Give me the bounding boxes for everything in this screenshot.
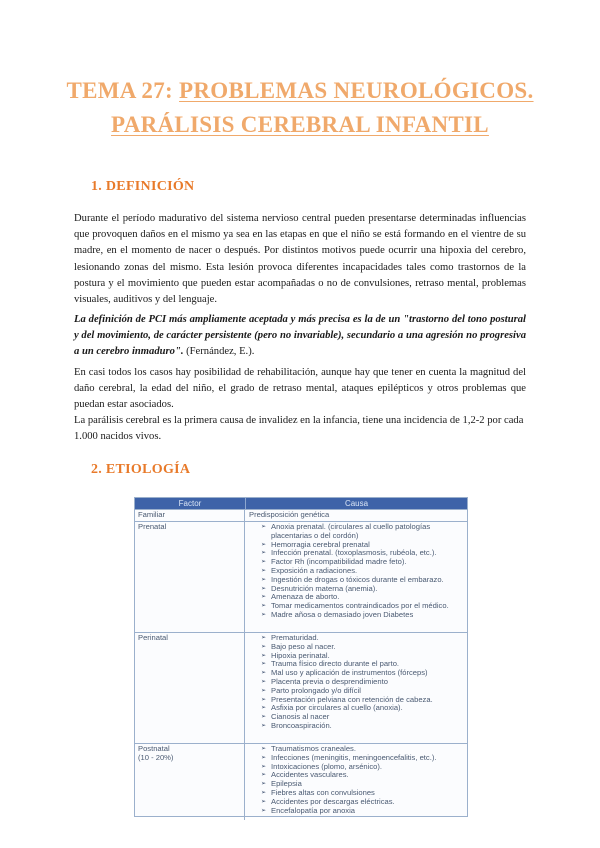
factor-postnatal bbox=[135, 744, 245, 820]
table-row-perinatal bbox=[135, 632, 467, 743]
cause-familiar: Predisposición genética bbox=[249, 510, 330, 519]
list-item: ➢ Presentación pelviana con retención de cabeza. bbox=[249, 696, 463, 705]
table-row-prenatal bbox=[135, 521, 467, 632]
definition-citation: (Fernández, E.). bbox=[183, 346, 255, 358]
list-item: ➢ Trauma físico directo durante el parto. bbox=[249, 660, 463, 669]
list-item: ➢ Ingestión de drogas o tóxicos durante el embarazo. bbox=[249, 576, 463, 585]
list-item: ➢ Epilepsia bbox=[249, 780, 463, 789]
factor-prenatal: Prenatal bbox=[135, 522, 245, 632]
list-item: ➢ Infección prenatal. (toxoplasmosis, rubéola, etc.). bbox=[249, 549, 463, 558]
list-item: ➢ Intoxicaciones (plomo, arsénico). bbox=[249, 763, 463, 772]
table-row-familiar bbox=[135, 509, 467, 521]
page-title bbox=[0, 74, 600, 142]
list-item: ➢ Parto prolongado y/o difícil bbox=[249, 687, 463, 696]
list-item: ➢ Infecciones (meningitis, meningoencefalitis, etc.). bbox=[249, 754, 463, 763]
list-item: ➢ Anoxia prenatal. (circulares al cuello patologías placentarias o del cordón) bbox=[249, 523, 463, 541]
list-item: ➢ Accidentes por descargas eléctricas. bbox=[249, 798, 463, 807]
factor-postnatal-percent: (10 - 20%) bbox=[138, 752, 174, 762]
factor-familiar: Familiar bbox=[135, 510, 245, 521]
title-main-1: PROBLEMAS NEUROLÓGICOS. bbox=[179, 78, 534, 103]
header-cause: Causa bbox=[344, 499, 369, 508]
causes-perinatal bbox=[245, 633, 467, 743]
list-item: ➢ Tomar medicamentos contraindicados por el médico. bbox=[249, 602, 463, 611]
definition-quote: La definición de PCI más ampliamente aceptada y más precisa es la de un "trastorno del tono postural y del movimiento, de carácter persistente (pero no invariable), secundario a una agresión no progresiva a un cerebro inmaduro". bbox=[74, 314, 526, 358]
paragraph-intro: Durante el período madurativo del sistema nervioso central pueden presentarse determinadas influencias que provoquen daños en el mismo ya sea en las etapas en que el niño se está formando en el vientre de su madre, en el momento de nacer o después. Por distintos motivos puede ocurrir una hipoxia del cerebro, lesionando zonas del mismo. Esta lesión provoca diferentes incapacidades tales como trastornos de la postura y el movimiento que pueden estar acompañadas o no de convulsiones, retraso mental, problemas visuales, auditivos y del lenguaje. bbox=[74, 213, 526, 306]
factor-perinatal: Perinatal bbox=[135, 633, 245, 743]
list-item: ➢ Desnutrición materna (anemia). bbox=[249, 585, 463, 594]
list-item: ➢ Prematuridad. bbox=[249, 634, 463, 643]
list-item: ➢ Hipoxia perinatal. bbox=[249, 652, 463, 661]
list-item: ➢ Factor Rh (incompatibilidad madre feto). bbox=[249, 558, 463, 567]
list-item: ➢ Bajo peso al nacer. bbox=[249, 643, 463, 652]
list-item: ➢ Traumatismos craneales. bbox=[249, 745, 463, 754]
title-main-2: PARÁLISIS CEREBRAL INFANTIL bbox=[111, 112, 489, 137]
list-item: ➢ Placenta previa o desprendimiento bbox=[249, 678, 463, 687]
title-prefix: TEMA 27: bbox=[66, 78, 180, 103]
section-heading-definicion: 1. DEFINICIÓN bbox=[91, 179, 195, 194]
paragraph-rehabilitation: En casi todos los casos hay posibilidad de rehabilitación, aunque hay que tener en cuenta la magnitud del daño cerebral, la edad del niño, el grado de retraso mental, ataques epilépticos y otros problemas que puedan estar asociados. bbox=[74, 367, 526, 411]
list-item: ➢ Broncoaspiración. bbox=[249, 722, 463, 731]
list-item: ➢ Fiebres altas con convulsiones bbox=[249, 789, 463, 798]
causes-prenatal bbox=[245, 522, 467, 632]
title-line-1 bbox=[0, 74, 600, 108]
list-item: ➢ Encefalopatía por anoxia bbox=[249, 807, 463, 816]
table-header bbox=[135, 498, 467, 509]
table-row-postnatal bbox=[135, 743, 467, 820]
list-item: ➢ Asfixia por circulares al cuello (anoxia). bbox=[249, 704, 463, 713]
causes-postnatal bbox=[245, 744, 467, 820]
paragraph-definition bbox=[74, 312, 526, 361]
title-line-2 bbox=[0, 108, 600, 142]
paragraph-incidence: La parálisis cerebral es la primera causa de invalidez en la infancia, tiene una incidencia de 1,2-2 por cada 1.000 nacidos vivos. bbox=[74, 415, 524, 443]
list-item: ➢ Mal uso y aplicación de instrumentos (fórceps) bbox=[249, 669, 463, 678]
list-item: ➢ Madre añosa o demasiado joven Diabetes bbox=[249, 611, 463, 620]
list-item: ➢ Amenaza de aborto. bbox=[249, 593, 463, 602]
factor-postnatal-label: Postnatal bbox=[138, 744, 170, 753]
list-item: ➢ Hemorragia cerebral prenatal bbox=[249, 541, 463, 550]
list-item: ➢ Exposición a radiaciones. bbox=[249, 567, 463, 576]
list-item: ➢ Cianosis al nacer bbox=[249, 713, 463, 722]
list-item: ➢ Accidentes vasculares. bbox=[249, 771, 463, 780]
header-factor: Factor bbox=[135, 498, 246, 509]
etiology-table bbox=[134, 497, 468, 817]
section-heading-etiologia: 2. ETIOLOGÍA bbox=[91, 462, 191, 477]
